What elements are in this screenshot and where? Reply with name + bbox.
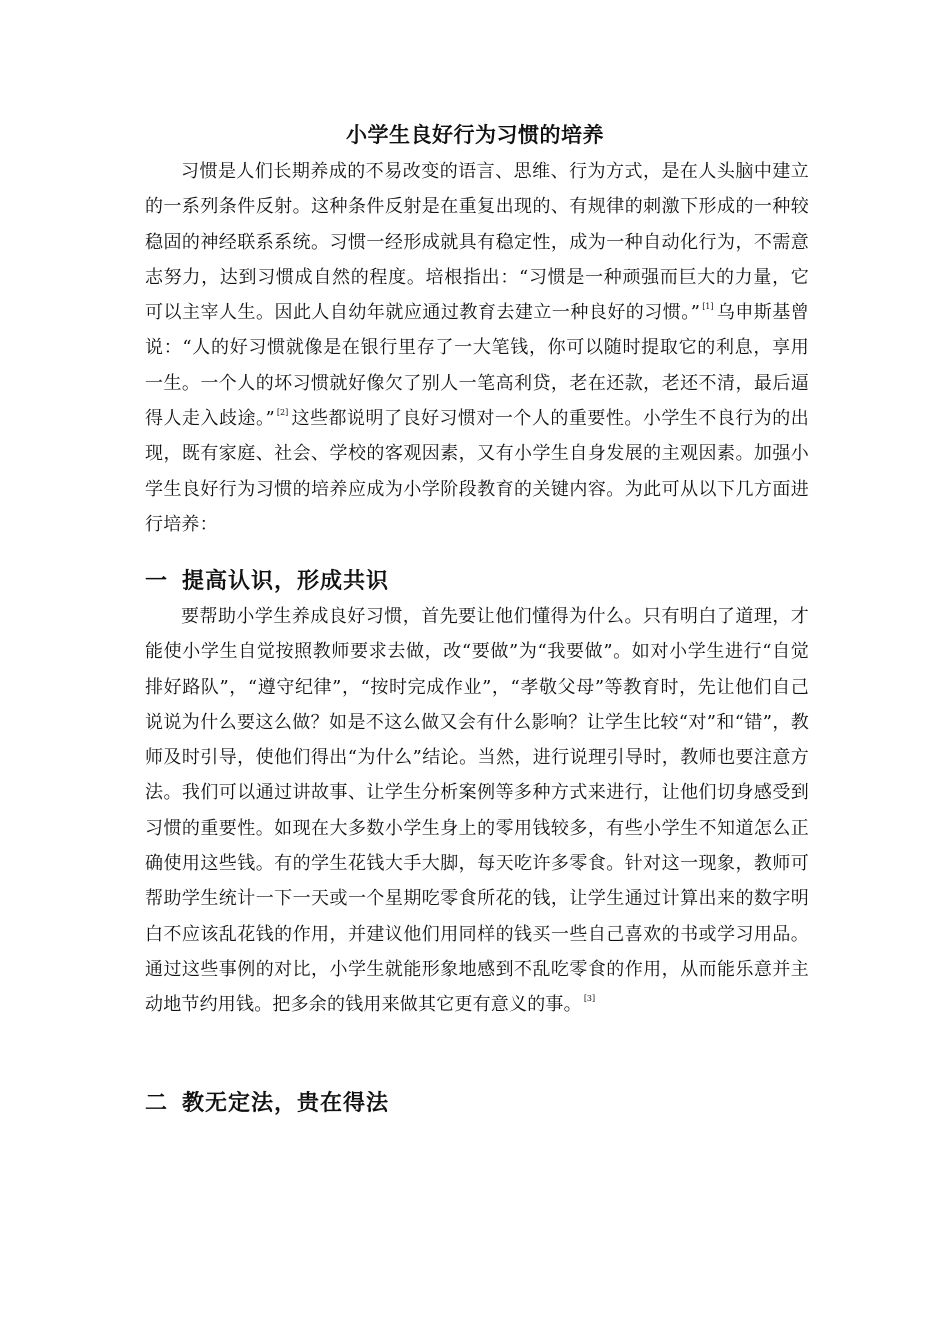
section-1-title: 提高认识，形成共识 — [182, 569, 390, 594]
section-1-heading — [145, 565, 389, 599]
citation-2: [2] — [276, 408, 289, 418]
intro-text-part3: 这些都说明了良好习惯对一个人的重要性。小学生不良行为的出现，既有家庭、社会、学校的客观因素，又有小学生自身发展的主观因素。加强小学生良好行为习惯的培养应成为小学阶段教育的关键内容。为此可从以下几方面进行培养： — [145, 408, 809, 535]
intro-text-part2: 乌申斯基曾说：“人的好习惯就像是在银行里存了一大笔钱，你可以随时提取它的利息，享用一生。一个人的坏习惯就好像欠了别人一笔高利贷，老在还款，老还不清，最后逼得人走入歧途。” — [145, 302, 809, 430]
section-2-title: 教无定法，贵在得法 — [182, 1091, 390, 1116]
document-title: 小学生良好行为习惯的培养 — [346, 123, 604, 147]
section-1-text: 要帮助小学生养成良好习惯，首先要让他们懂得为什么。只有明白了道理，才能使小学生自觉按照教师要求去做，改“要做”为“我要做”。如对小学生进行“自觉排好路队”，“遵守纪律”，“按时完成作业”，“孝敬父母”等教育时，先让他们自己说说为什么要这么做？如是不这么做又会有什么影响？让学生比较“对”和“错”，教师及时引导，使他们得出“为什么”结论。当然，进行说理引导时，教师也要注意方法。我们可以通过讲故事、让学生分析案例等多种方式来进行，让他们切身感受到习惯的重要性。如现在大多数小学生身上的零用钱较多，有些小学生不知道怎么正确使用这些钱。有的学生花钱大手大脚，每天吃许多零食。针对这一现象，教师可帮助学生统计一下一天或一个星期吃零食所花的钱，让学生通过计算出来的数字明白不应该乱花钱的作用，并建议他们用同样的钱买一些自己喜欢的书或学习用品。通过这些事例的对比，小学生就能形象地感到不乱吃零食的作用，从而能乐意并主动地节约用钱。把多余的钱用来做其它更有意义的事。 — [145, 606, 809, 1016]
intro-paragraph — [145, 154, 809, 542]
section-1-paragraph — [145, 599, 809, 1023]
citation-1: [1] — [702, 302, 714, 312]
citation-3: [3] — [583, 994, 596, 1004]
intro-text-part1: 习惯是人们长期养成的不易改变的语言、思维、行为方式，是在人头脑中建立的一系列条件反射。这种条件反射是在重复出现的、有规律的刺激下形成的一种较稳固的神经联系系统。习惯一经形成就具有稳定性，成为一种自动化行为，不需意志努力，达到习惯成自然的程度。培根指出：“习惯是一种顽强而巨大的力量，它可以主宰人生。因此人自幼年就应通过教育去建立一种良好的习惯。” — [145, 161, 809, 324]
section-1-number: 一 — [145, 569, 169, 594]
section-2-heading — [145, 1087, 389, 1121]
section-2-number: 二 — [145, 1091, 169, 1116]
